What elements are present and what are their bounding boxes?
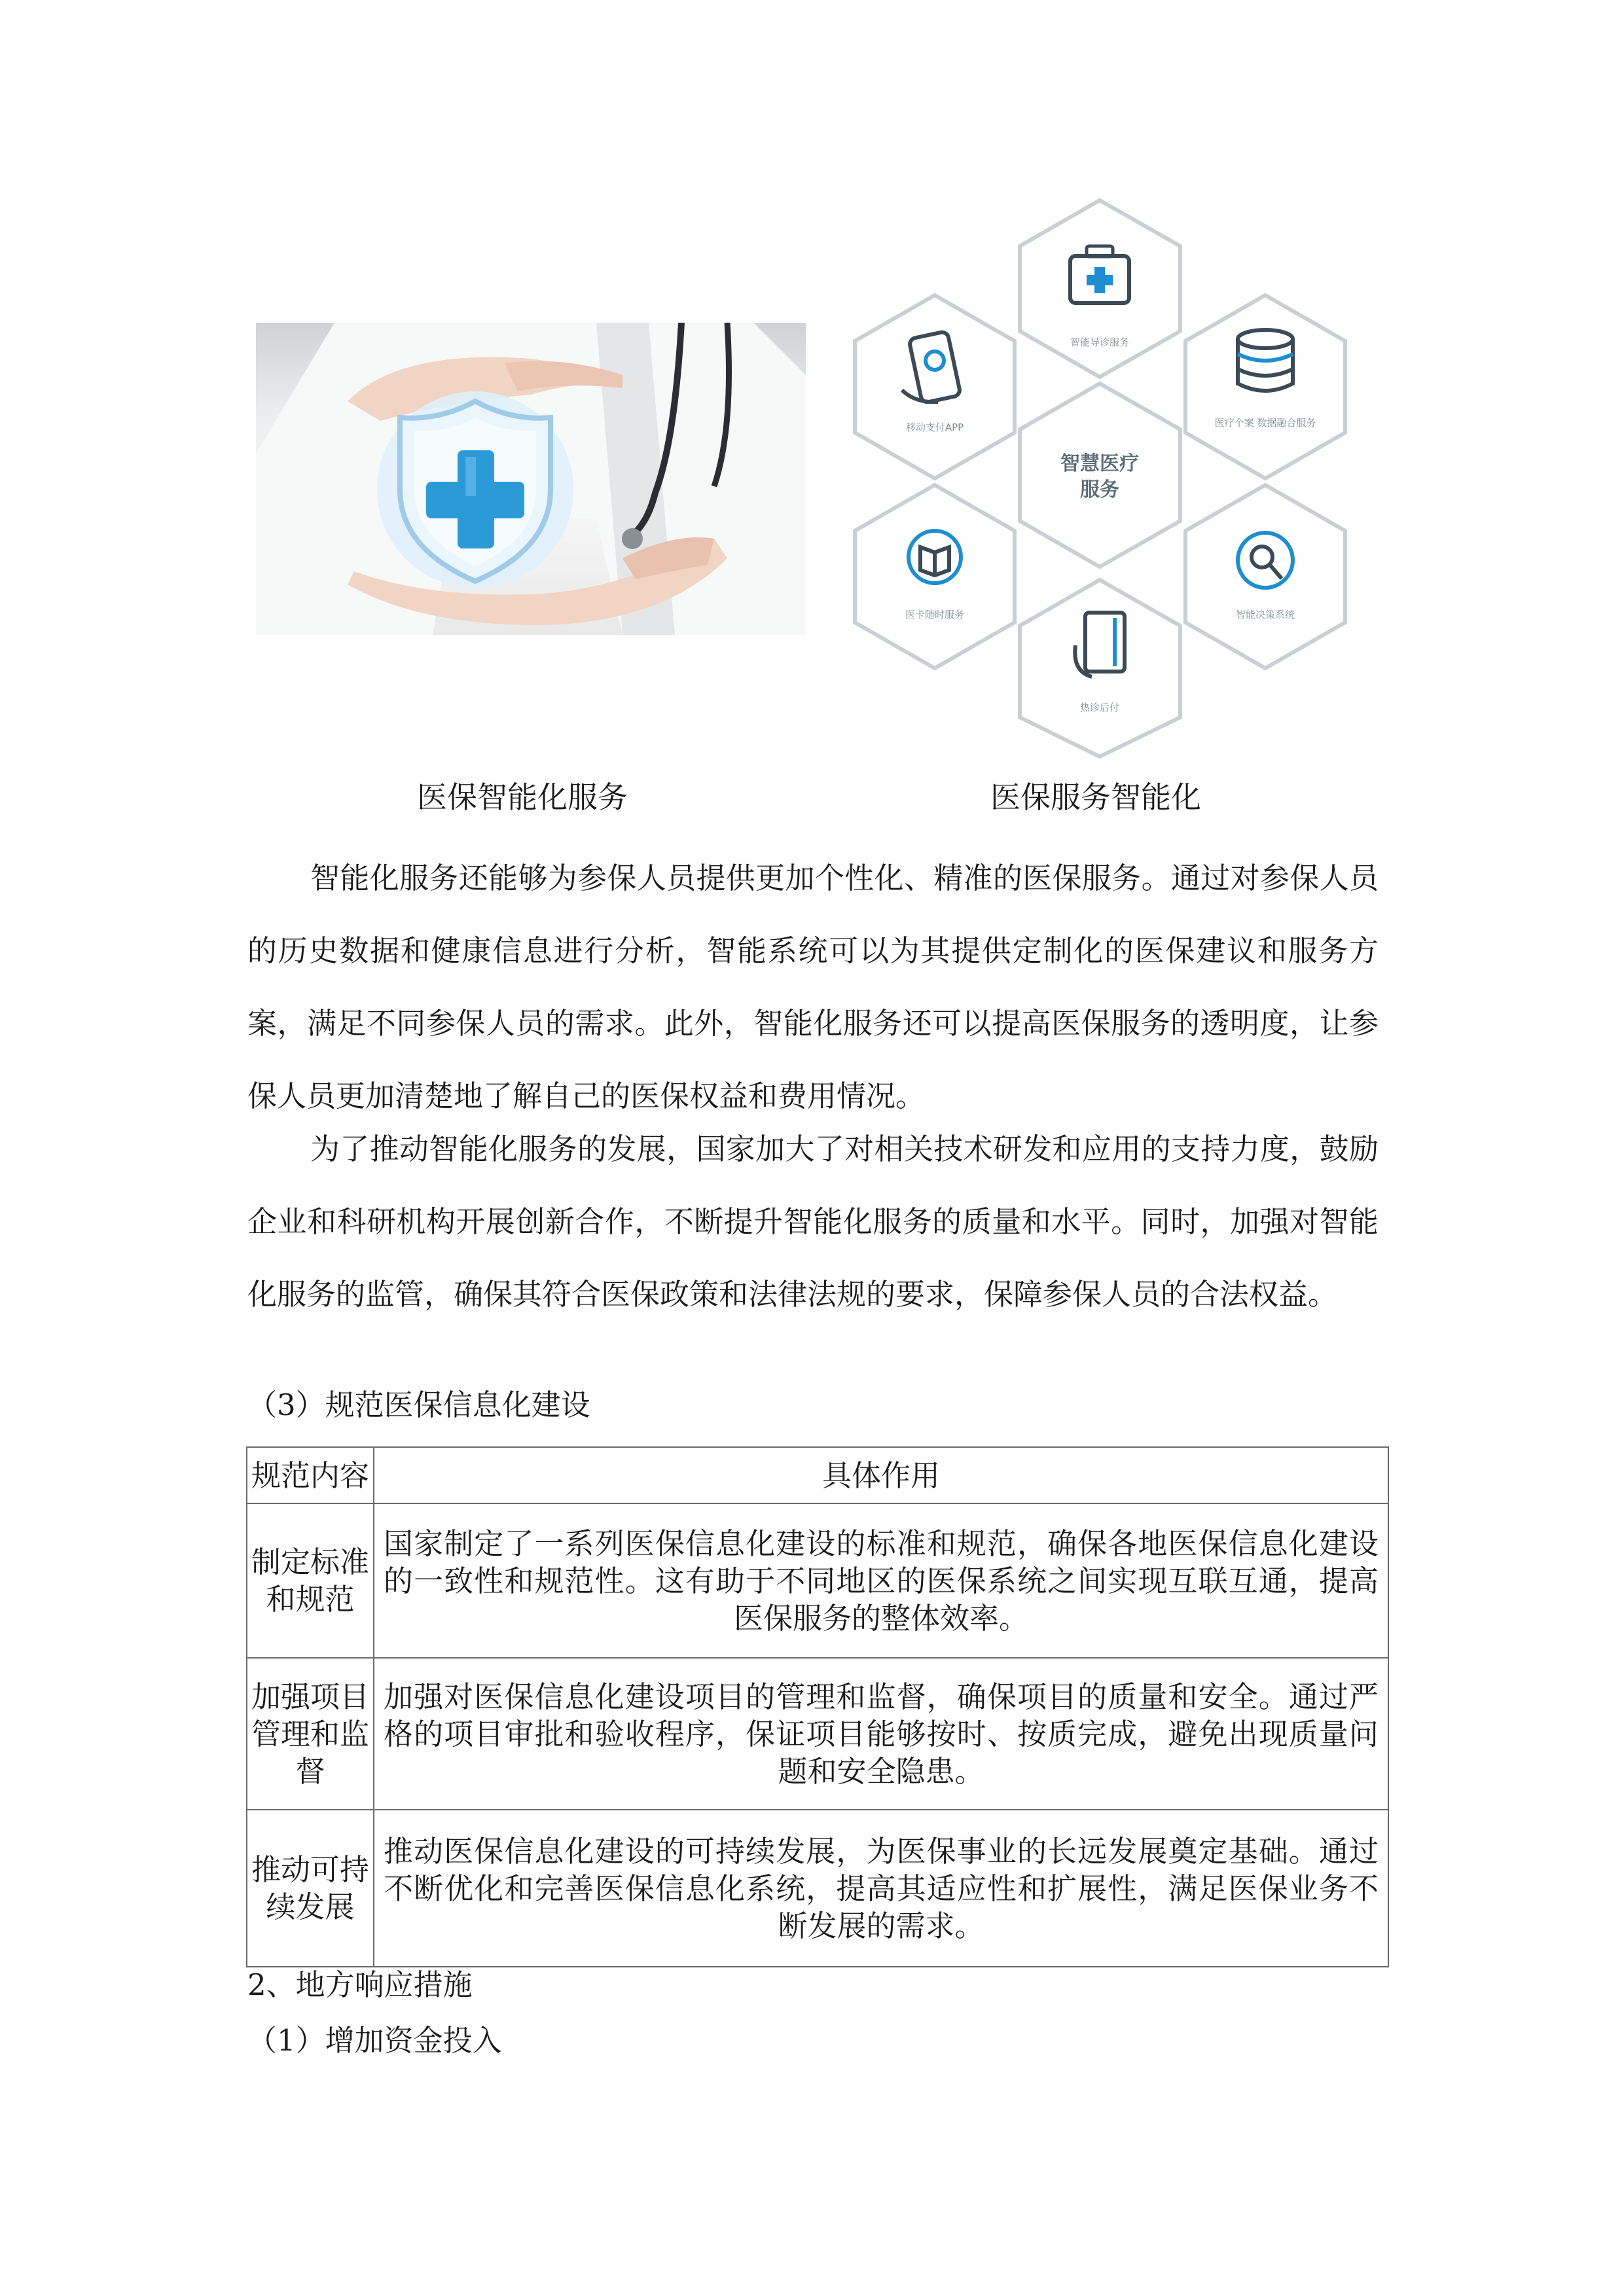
center-label-line2: 服务 <box>1080 478 1119 501</box>
hexagon-lower-right <box>1185 485 1345 668</box>
table-cell-item: 加强项目管理和监督 <box>247 1658 374 1810</box>
section-heading-2: 2、地方响应措施 <box>247 1967 473 2002</box>
table-cell-desc: 加强对医保信息化建设项目的管理和监督，确保项目的质量和安全。通过严格的项目审批和验收程序，保证项目能够按时、按质完成，避免出现质量问题和安全隐患。 <box>374 1658 1388 1810</box>
figure-smart-healthcare-hexagon-diagram <box>823 194 1377 763</box>
table-cell-desc: 国家制定了一系列医保信息化建设的标准和规范，确保各地医保信息化建设的一致性和规范性。这有助于不同地区的医保系统之间实现互联互通，提高医保服务的整体效率。 <box>374 1503 1388 1658</box>
hex-label-upper-right: 医疗个案 数据融合服务 <box>1214 417 1316 429</box>
hex-label-lower-left: 医卡随时服务 <box>905 609 965 620</box>
table-cell-item: 推动可持续发展 <box>247 1810 374 1967</box>
table-row <box>247 1503 1388 1658</box>
hexagon-center <box>1020 384 1180 567</box>
figure-smart-medical-insurance-photo <box>256 323 806 635</box>
section-heading-3: （3）规范医保信息化建设 <box>247 1388 590 1422</box>
table-cell-item: 制定标准和规范 <box>247 1503 374 1658</box>
section-heading-2-1: （1）增加资金投入 <box>247 2023 502 2058</box>
paragraph-2: 为了推动智能化服务的发展，国家加大了对相关技术研发和应用的支持力度，鼓励企业和科研机构开展创新合作，不断提升智能化服务的质量和水平。同时，加强对智能化服务的监管，确保其符合医保政策和法律法规的要求，保障参保人员的合法权益。 <box>247 1132 1379 1312</box>
table-header-desc: 具体作用 <box>374 1447 1388 1503</box>
hexagon-upper-left <box>855 295 1015 478</box>
hexagon-bottom <box>1020 580 1180 757</box>
hexagon-diagram <box>823 194 1377 763</box>
table-cell-desc: 推动医保信息化建设的可持续发展，为医保事业的长远发展奠定基础。通过不断优化和完善医保信息化系统，提高其适应性和扩展性，满足医保业务不断发展的需求。 <box>374 1810 1388 1967</box>
caption-right: 医保服务智能化 <box>990 780 1201 815</box>
table-row <box>247 1810 1388 1967</box>
table-header-item: 规范内容 <box>247 1447 374 1503</box>
hex-label-bottom: 热诊后付 <box>1079 702 1120 713</box>
hex-label-top: 智能导诊服务 <box>1070 336 1130 348</box>
spec-table <box>246 1446 1389 1967</box>
table-header-row <box>247 1447 1388 1503</box>
caption-left: 医保智能化服务 <box>417 780 628 815</box>
center-label-line1: 智慧医疗 <box>1060 452 1139 475</box>
paragraph-1: 智能化服务还能够为参保人员提供更加个性化、精准的医保服务。通过对参保人员的历史数据和健康信息进行分析，智能系统可以为其提供定制化的医保建议和服务方案，满足不同参保人员的需求。此外，智能化服务还可以提高医保服务的透明度，让参保人员更加清楚地了解自己的医保权益和费用情况。 <box>247 861 1379 1113</box>
hexagon-upper-right <box>1185 295 1345 478</box>
table-row <box>247 1658 1388 1810</box>
hands-shield-illustration <box>256 323 806 635</box>
hex-label-upper-left: 移动支付APP <box>905 422 964 433</box>
hex-label-lower-right: 智能决策系统 <box>1235 609 1295 620</box>
